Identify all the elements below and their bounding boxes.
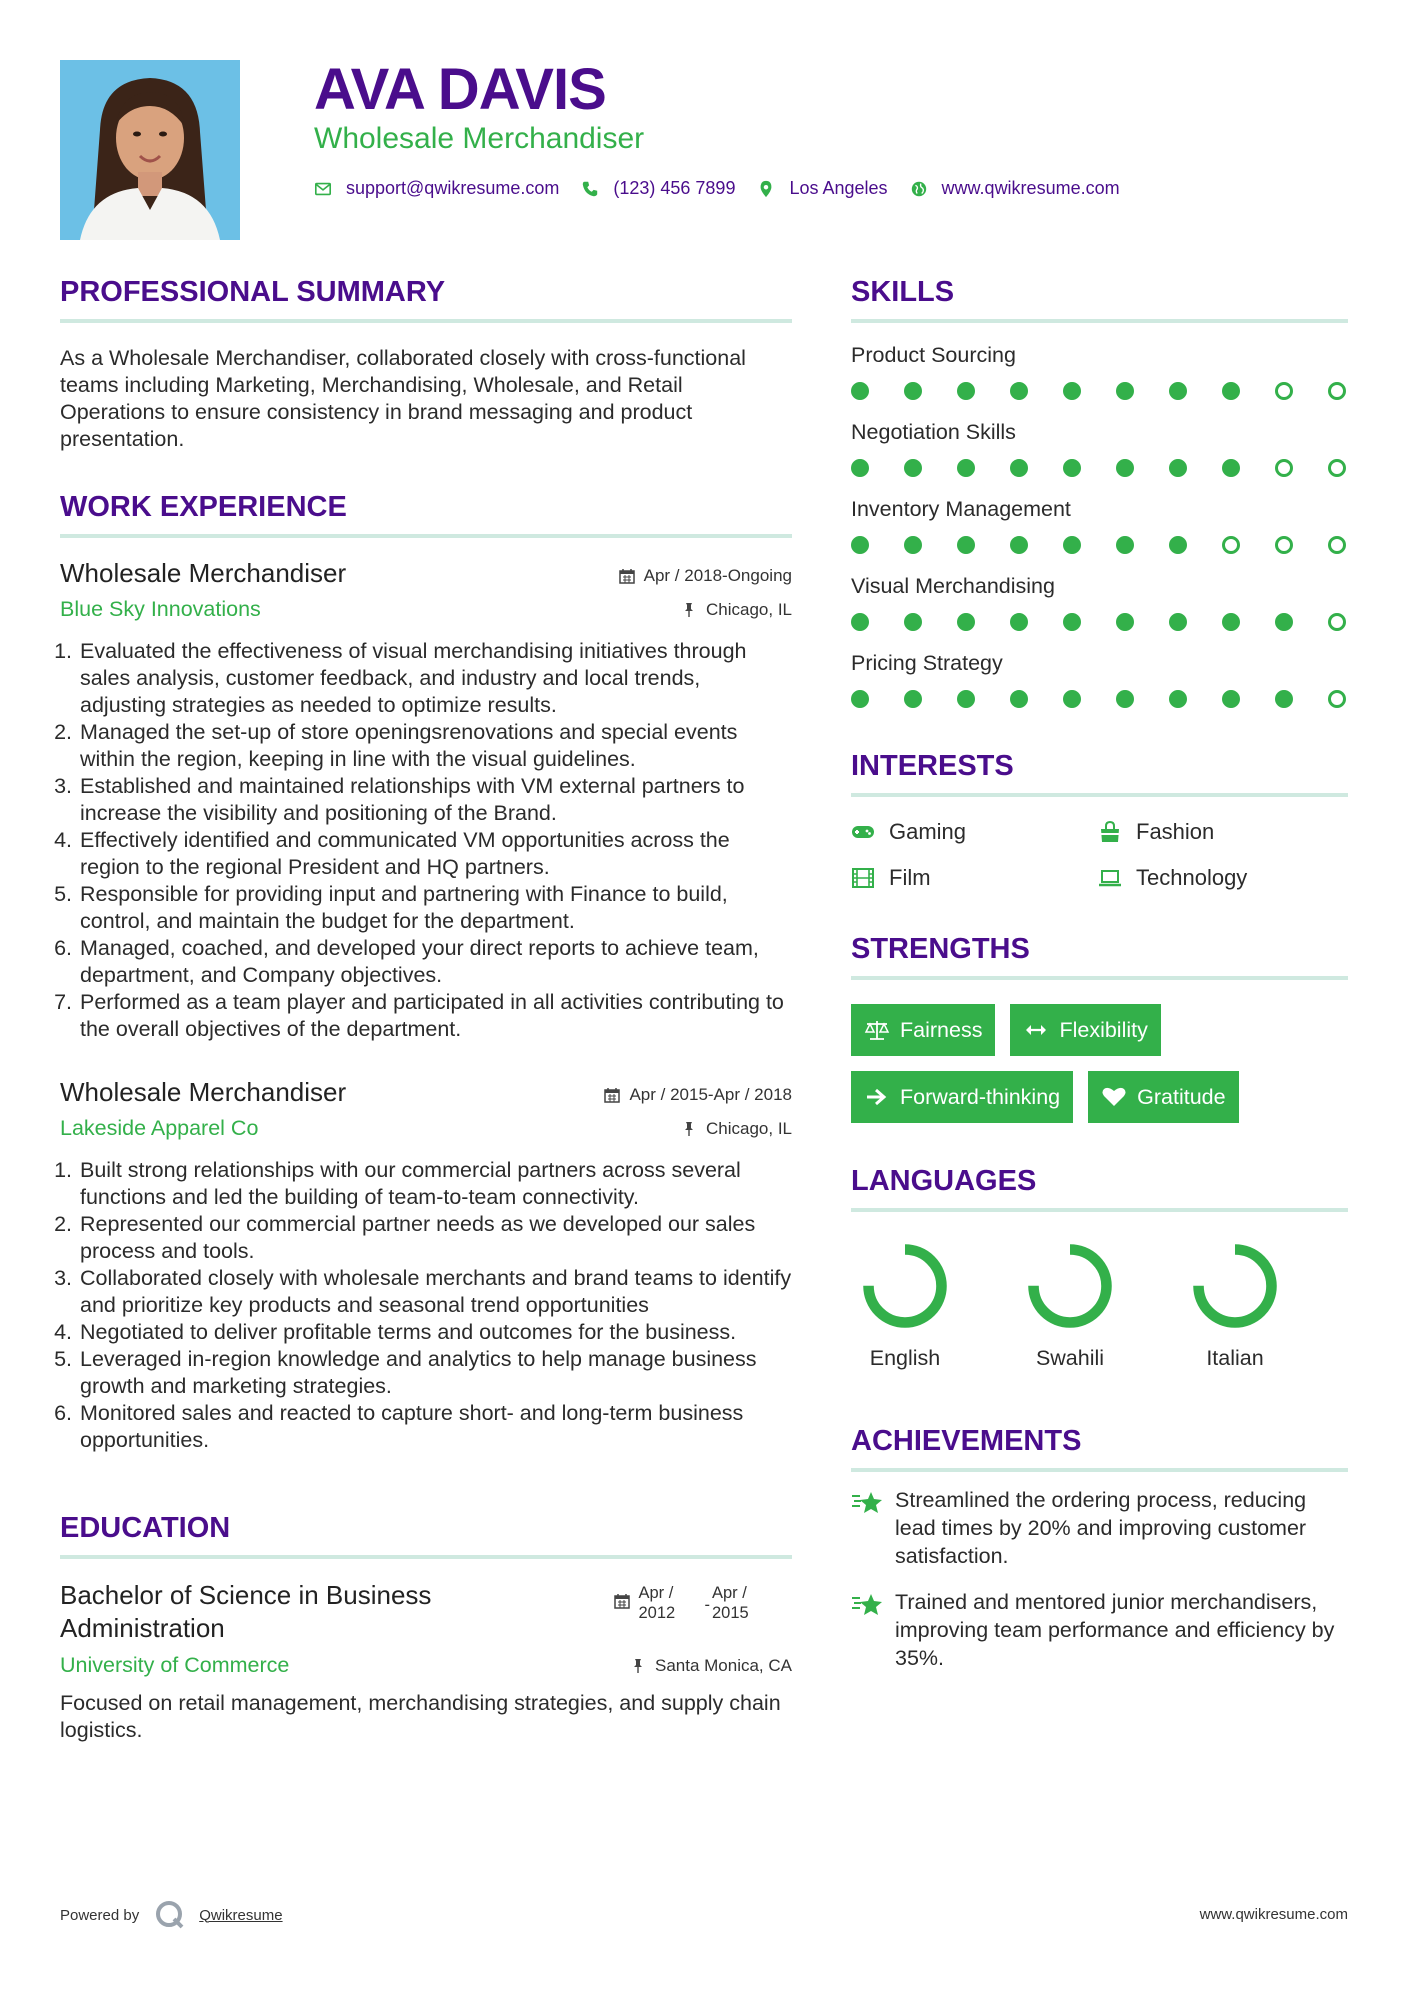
- contact-phone[interactable]: [581, 178, 735, 199]
- strength-badge: [851, 1004, 995, 1056]
- pin-icon: [630, 1658, 646, 1674]
- skill-dot-filled: [957, 536, 975, 554]
- interest-item: [851, 819, 1098, 845]
- education-location: [630, 1656, 792, 1676]
- education-description: Focused on retail management, merchandising strategies, and supply chain logistics.: [60, 1691, 781, 1742]
- skill-dot-filled: [1010, 690, 1028, 708]
- job-responsibilities: [60, 638, 792, 1043]
- skill-dot-filled: [904, 536, 922, 554]
- skill-dot-filled: [1063, 459, 1081, 477]
- education-school: University of Commerce: [60, 1653, 290, 1677]
- skill-rating: [851, 382, 1348, 400]
- list-item: 2. Managed the set-up of store openingsrenovations and special events within the region, keeping in line with the visual guidelines.: [78, 719, 792, 773]
- achievement-item: [851, 1486, 1348, 1570]
- languages-section: [851, 1165, 1348, 1371]
- list-item: 4. Negotiated to deliver profitable terms and outcomes for the business.: [78, 1319, 792, 1346]
- skill-rating: [851, 613, 1348, 631]
- skill-dot-filled: [904, 613, 922, 631]
- interest-item: [1098, 865, 1348, 891]
- strength-label: Flexibility: [1059, 1017, 1148, 1042]
- skill-dot-filled: [851, 613, 869, 631]
- skill-dot-empty: [1275, 459, 1293, 477]
- shopping-bag-icon: [1098, 820, 1122, 844]
- experience-section: [60, 491, 792, 1454]
- summary-text: As a Wholesale Merchandiser, collaborated closely with cross-functional teams including Marketing, Merchandising, Wholesale, and Retail Operations to ensure consistency in brand messaging and product presentation.: [60, 346, 746, 451]
- skill-rating: [851, 690, 1348, 708]
- job-responsibilities: [60, 1157, 792, 1454]
- left-column: [60, 276, 792, 1744]
- interest-label: Film: [889, 865, 931, 890]
- interest-item: [1098, 819, 1348, 845]
- job-title: Wholesale Merchandiser: [60, 1077, 347, 1107]
- skill-dot-empty: [1328, 613, 1346, 631]
- list-item: 5. Leveraged in-region knowledge and analytics to help manage business growth and marketing strategies.: [78, 1346, 792, 1400]
- skill-name: Visual Merchandising: [851, 574, 1055, 598]
- skill-dot-empty: [1328, 382, 1346, 400]
- skill-dot-filled: [957, 613, 975, 631]
- skill-dot-filled: [851, 382, 869, 400]
- globe-icon: [910, 180, 928, 198]
- skill-dot-empty: [1275, 382, 1293, 400]
- language-name: Italian: [1206, 1346, 1264, 1370]
- skill-dot-filled: [1063, 382, 1081, 400]
- skill-rating: [851, 459, 1348, 477]
- education-start: Apr / 2012: [638, 1584, 676, 1622]
- film-icon: [851, 866, 875, 890]
- education-section: [60, 1512, 792, 1744]
- strength-badge: [1010, 1004, 1160, 1056]
- skill-dot-filled: [1169, 536, 1187, 554]
- list-item: 1. Built strong relationships with our commercial partners across several functions and led the building of team-to-team connectivity.: [78, 1157, 792, 1211]
- gamepad-icon: [851, 820, 875, 844]
- balance-scale-icon: [864, 1019, 890, 1041]
- interest-label: Gaming: [889, 819, 967, 844]
- skill-dot-filled: [957, 690, 975, 708]
- job-entry: [60, 1077, 792, 1454]
- skill-dot-filled: [904, 382, 922, 400]
- profile-photo-illustration: [60, 60, 240, 240]
- interests-grid: [851, 819, 1348, 891]
- skill-dot-filled: [1063, 536, 1081, 554]
- education-date-separator: -: [704, 1596, 710, 1614]
- calendar-icon: [614, 1593, 630, 1609]
- language-level-arc: [1034, 1250, 1107, 1323]
- skill-dot-filled: [1116, 690, 1134, 708]
- skill-dot-filled: [1063, 613, 1081, 631]
- contact-website[interactable]: [910, 178, 1120, 199]
- contact-location: [757, 178, 887, 199]
- job-location-text: Chicago, IL: [706, 599, 792, 619]
- strength-badge: [851, 1071, 1073, 1123]
- job-dates: [619, 566, 792, 586]
- language-item: [851, 1238, 1016, 1371]
- job-entry: [60, 558, 792, 1043]
- skills-list: [851, 343, 1348, 708]
- skill-dot-filled: [1010, 382, 1028, 400]
- skill-name: Inventory Management: [851, 497, 1071, 521]
- skill-dot-filled: [1116, 459, 1134, 477]
- list-item: 5. Responsible for providing input and partnering with Finance to build, control, and maintain the budget for the department.: [78, 881, 792, 935]
- strength-label: Fairness: [900, 1017, 983, 1042]
- powered-by-text: Powered by: [60, 1906, 140, 1924]
- job-company: Blue Sky Innovations: [60, 597, 261, 621]
- skill-dot-filled: [1010, 613, 1028, 631]
- education-degree: Bachelor of Science in Business Administration: [60, 1580, 432, 1643]
- heart-icon: [1101, 1086, 1127, 1108]
- shooting-star-icon: [851, 1488, 883, 1516]
- skill-dot-filled: [1010, 536, 1028, 554]
- achievements-heading: ACHIEVEMENTS: [851, 1425, 1082, 1457]
- list-item: 1. Evaluated the effectiveness of visual merchandising initiatives through sales analysis, customer feedback, and industry and local trends, adjusting strategies as needed to optimize results.: [78, 638, 792, 719]
- list-item: 2. Represented our commercial partner needs as we developed our sales process and tools.: [78, 1211, 792, 1265]
- summary-section: [60, 276, 792, 453]
- interest-label: Fashion: [1136, 819, 1215, 844]
- skill-dot-empty: [1328, 459, 1346, 477]
- skill-dot-filled: [1222, 382, 1240, 400]
- skill-dot-filled: [1116, 613, 1134, 631]
- skill-dot-filled: [851, 690, 869, 708]
- job-location: [681, 1119, 792, 1139]
- skill-name: Pricing Strategy: [851, 651, 1003, 675]
- achievements-section: [851, 1425, 1348, 1672]
- contact-phone-text: (123) 456 7899: [613, 178, 736, 198]
- footer-powered-by: [60, 1900, 283, 1930]
- skill-dot-filled: [1116, 382, 1134, 400]
- strengths-section: [851, 933, 1348, 1123]
- arrow-right-icon: [864, 1086, 890, 1108]
- interests-heading: INTERESTS: [851, 750, 1014, 782]
- list-item: 7. Performed as a team player and participated in all activities contributing to the overall objectives of the department.: [78, 989, 792, 1043]
- contact-location-text: Los Angeles: [789, 178, 888, 198]
- skill-dot-empty: [1222, 536, 1240, 554]
- section-divider: [851, 1208, 1348, 1212]
- candidate-title: Wholesale Merchandiser: [314, 122, 645, 155]
- skill-dot-filled: [851, 459, 869, 477]
- education-location-text: Santa Monica, CA: [654, 1655, 792, 1675]
- map-marker-icon: [757, 180, 775, 198]
- contact-bar: [314, 178, 1142, 199]
- skill-dot-filled: [1222, 613, 1240, 631]
- strength-label: Forward-thinking: [900, 1084, 1061, 1109]
- skill-dot-empty: [1275, 536, 1293, 554]
- calendar-icon: [619, 568, 635, 584]
- section-divider: [60, 319, 792, 323]
- skill-dot-filled: [1063, 690, 1081, 708]
- skill-dot-filled: [1169, 459, 1187, 477]
- brand-link[interactable]: Qwikresume: [199, 1906, 283, 1924]
- pin-icon: [681, 602, 697, 618]
- section-divider: [851, 319, 1348, 323]
- language-name: English: [869, 1346, 941, 1370]
- list-item: 3. Established and maintained relationships with VM external partners to increase the visibility and positioning of the Brand.: [78, 773, 792, 827]
- section-divider: [851, 793, 1348, 797]
- skill-dot-filled: [1116, 536, 1134, 554]
- laptop-icon: [1098, 866, 1122, 890]
- skill-name: Product Sourcing: [851, 343, 1016, 367]
- skill-dot-filled: [1169, 690, 1187, 708]
- pin-icon: [681, 1121, 697, 1137]
- contact-email-text: support@qwikresume.com: [346, 178, 560, 198]
- language-ring: [857, 1238, 953, 1334]
- envelope-icon: [314, 180, 332, 198]
- language-name: Swahili: [1035, 1346, 1105, 1370]
- qwikresume-logo-icon: [155, 1900, 185, 1930]
- skill-dot-filled: [1169, 613, 1187, 631]
- interest-item: [851, 865, 1098, 891]
- calendar-icon: [604, 1087, 620, 1103]
- job-location: [681, 600, 792, 620]
- skill-dot-filled: [1169, 382, 1187, 400]
- education-heading: EDUCATION: [60, 1512, 231, 1544]
- strength-badge: [1088, 1071, 1238, 1123]
- language-item: [1016, 1238, 1181, 1371]
- strength-label: Gratitude: [1137, 1084, 1226, 1109]
- summary-heading: PROFESSIONAL SUMMARY: [60, 276, 446, 308]
- profile-photo: [60, 60, 240, 240]
- section-divider: [851, 976, 1348, 980]
- job-company: Lakeside Apparel Co: [60, 1116, 259, 1140]
- job-location-text: Chicago, IL: [706, 1118, 792, 1138]
- skill-dot-filled: [957, 382, 975, 400]
- section-divider: [60, 534, 792, 538]
- skills-heading: SKILLS: [851, 276, 955, 308]
- skill-dot-filled: [1222, 459, 1240, 477]
- shooting-star-icon: [851, 1590, 883, 1618]
- list-item: 3. Collaborated closely with wholesale merchants and brand teams to identify and prioritize key products and seasonal trend opportunities: [78, 1265, 792, 1319]
- skill-dot-filled: [851, 536, 869, 554]
- job-dates: [604, 1085, 792, 1105]
- job-title: Wholesale Merchandiser: [60, 558, 347, 588]
- skill-dot-filled: [1222, 690, 1240, 708]
- list-item: 4. Effectively identified and communicated VM opportunities across the region to the regional President and HQ partners.: [78, 827, 792, 881]
- section-divider: [851, 1468, 1348, 1472]
- skill-dot-filled: [957, 459, 975, 477]
- contact-email[interactable]: [314, 178, 559, 199]
- education-end: Apr / 2015: [712, 1584, 749, 1622]
- job-dates-text: Apr / 2018-Ongoing: [643, 566, 792, 585]
- skill-name: Negotiation Skills: [851, 420, 1016, 444]
- job-dates-text: Apr / 2015-Apr / 2018: [629, 1085, 792, 1104]
- languages-list: [851, 1238, 1348, 1371]
- skill-dot-filled: [904, 690, 922, 708]
- language-ring: [1187, 1238, 1283, 1334]
- strengths-heading: STRENGTHS: [851, 933, 1030, 965]
- achievement-text: Trained and mentored junior merchandisers, improving team performance and efficiency by 35%.: [895, 1590, 1335, 1670]
- experience-heading: WORK EXPERIENCE: [60, 491, 347, 523]
- interests-section: [851, 750, 1348, 891]
- achievement-text: Streamlined the ordering process, reducing lead times by 20% and improving customer satisfaction.: [895, 1488, 1307, 1568]
- right-column: [851, 276, 1348, 1672]
- skill-dot-filled: [904, 459, 922, 477]
- arrows-horizontal-icon: [1023, 1019, 1049, 1041]
- strengths-list: [851, 1004, 1348, 1123]
- skills-section: [851, 276, 1348, 708]
- list-item: 6. Monitored sales and reacted to capture short- and long-term business opportunities.: [78, 1400, 792, 1454]
- language-ring: [1022, 1238, 1118, 1334]
- list-item: 6. Managed, coached, and developed your direct reports to achieve team, department, and Company objectives.: [78, 935, 792, 989]
- footer-url[interactable]: www.qwikresume.com: [1199, 1906, 1348, 1923]
- skill-rating: [851, 536, 1348, 554]
- candidate-name: AVA DAVIS: [314, 57, 606, 122]
- interest-label: Technology: [1136, 865, 1248, 890]
- language-level-arc: [1199, 1250, 1272, 1323]
- achievement-item: [851, 1588, 1348, 1672]
- language-level-arc: [869, 1250, 942, 1323]
- education-dates: [614, 1583, 793, 1623]
- phone-icon: [581, 180, 599, 198]
- skill-dot-empty: [1328, 536, 1346, 554]
- skill-dot-filled: [1275, 613, 1293, 631]
- skill-dot-empty: [1328, 690, 1346, 708]
- language-item: [1181, 1238, 1346, 1371]
- skill-dot-filled: [1010, 459, 1028, 477]
- skill-dot-filled: [1275, 690, 1293, 708]
- languages-heading: LANGUAGES: [851, 1165, 1037, 1197]
- section-divider: [60, 1555, 792, 1559]
- contact-website-text: www.qwikresume.com: [941, 178, 1120, 198]
